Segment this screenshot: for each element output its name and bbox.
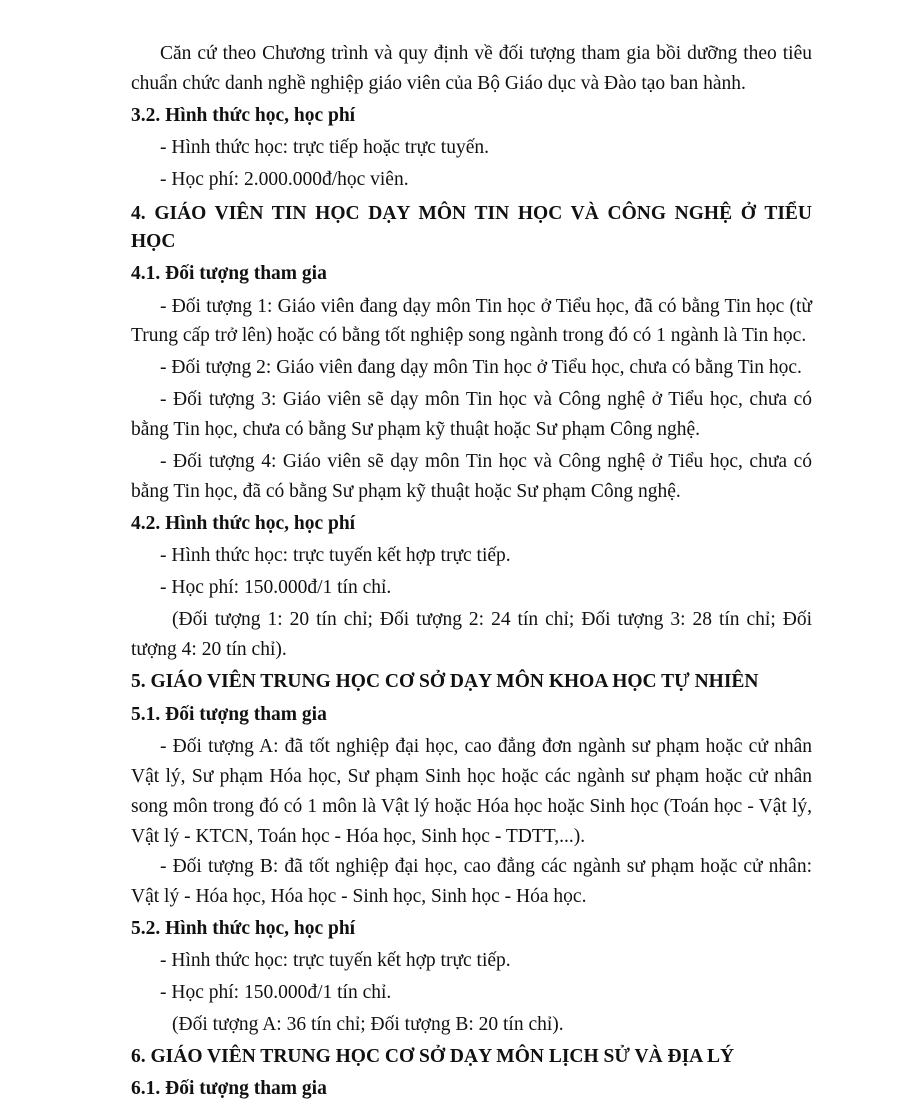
s3-2-fee: - Học phí: 2.000.000đ/học viên.	[160, 169, 409, 190]
heading-3-2: 3.2. Hình thức học, học phí	[131, 105, 356, 126]
s4-2-fee: - Học phí: 150.000đ/1 tín chỉ.	[160, 577, 392, 598]
s4-1-obj4-line-2: bằng Tin học, đã có bằng Sư phạm kỹ thuật hoặc Sư phạm Công nghệ.	[131, 481, 681, 502]
s5-2-note: (Đối tượng A: 36 tín chỉ; Đối tượng B: 20 tín chỉ).	[172, 1014, 564, 1035]
s5-1-objA-line-4: Vật lý - KTCN, Toán học - Hóa học, Sinh học - TDTT,...).	[131, 826, 586, 847]
s5-1-objB-line-2: Vật lý - Hóa học, Hóa học - Sinh học, Sinh học - Hóa học.	[131, 886, 587, 907]
s4-1-obj1-line-1: - Đối tượng 1: Giáo viên đang dạy môn Tin học ở Tiểu học, đã có bằng Tin học (từ	[160, 296, 812, 317]
s4-1-obj1-line-2: Trung cấp trở lên) hoặc có bằng tốt nghiệp song ngành trong đó có 1 ngành là Tin học.	[131, 325, 807, 346]
heading-6-1: 6.1. Đối tượng tham gia	[131, 1078, 327, 1099]
s3-2-form: - Hình thức học: trực tiếp hoặc trực tuyến.	[160, 137, 489, 158]
s4-2-note-line-1: (Đối tượng 1: 20 tín chỉ; Đối tượng 2: 24 tín chỉ; Đối tượng 3: 28 tín chỉ; Đối	[172, 609, 812, 630]
s4-1-obj3-line-2: bằng Tin học, chưa có bằng Sư phạm kỹ thuật hoặc Sư phạm Công nghệ.	[131, 419, 700, 440]
heading-5-1: 5.1. Đối tượng tham gia	[131, 704, 327, 725]
s4-1-obj3-line-1: - Đối tượng 3: Giáo viên sẽ dạy môn Tin học và Công nghệ ở Tiểu học, chưa có	[160, 389, 812, 410]
heading-6: 6. GIÁO VIÊN TRUNG HỌC CƠ SỞ DẠY MÔN LỊCH SỬ VÀ ĐỊA LÝ	[131, 1046, 735, 1067]
s5-1-objB-line-1: - Đối tượng B: đã tốt nghiệp đại học, cao đẳng các ngành sư phạm hoặc cử nhân:	[160, 856, 812, 877]
s5-1-objA-line-2: Vật lý, Sư phạm Hóa học, Sư phạm Sinh học hoặc các ngành sư phạm hoặc cử nhân	[131, 766, 812, 787]
heading-4-line-2: HỌC	[131, 231, 176, 252]
heading-5: 5. GIÁO VIÊN TRUNG HỌC CƠ SỞ DẠY MÔN KHOA HỌC TỰ NHIÊN	[131, 671, 759, 692]
heading-4-2: 4.2. Hình thức học, học phí	[131, 513, 356, 534]
s5-1-objA-line-1: - Đối tượng A: đã tốt nghiệp đại học, cao đẳng đơn ngành sư phạm hoặc cử nhân	[160, 736, 812, 757]
s5-2-fee: - Học phí: 150.000đ/1 tín chỉ.	[160, 982, 392, 1003]
s5-2-form: - Hình thức học: trực tuyến kết hợp trực tiếp.	[160, 950, 511, 971]
s4-1-obj4-line-1: - Đối tượng 4: Giáo viên sẽ dạy môn Tin học và Công nghệ ở Tiểu học, chưa có	[160, 451, 812, 472]
s5-1-objA-line-3: song môn trong đó có 1 môn là Vật lý hoặc Hóa học hoặc Sinh học (Toán học - Vật lý,	[131, 796, 812, 817]
s4-1-obj2: - Đối tượng 2: Giáo viên đang dạy môn Tin học ở Tiểu học, chưa có bằng Tin học.	[160, 357, 802, 378]
intro-line-1: Căn cứ theo Chương trình và quy định về đối tượng tham gia bồi dưỡng theo tiêu	[160, 43, 812, 64]
heading-4-line-1: 4. GIÁO VIÊN TIN HỌC DẠY MÔN TIN HỌC VÀ CÔNG NGHỆ Ở TIỂU	[131, 203, 812, 224]
heading-5-2: 5.2. Hình thức học, học phí	[131, 918, 356, 939]
intro-line-2: chuẩn chức danh nghề nghiệp giáo viên của Bộ Giáo dục và Đào tạo ban hành.	[131, 73, 746, 94]
s4-2-form: - Hình thức học: trực tuyến kết hợp trực tiếp.	[160, 545, 511, 566]
s4-2-note-line-2: tượng 4: 20 tín chỉ).	[131, 639, 287, 660]
heading-4-1: 4.1. Đối tượng tham gia	[131, 263, 327, 284]
